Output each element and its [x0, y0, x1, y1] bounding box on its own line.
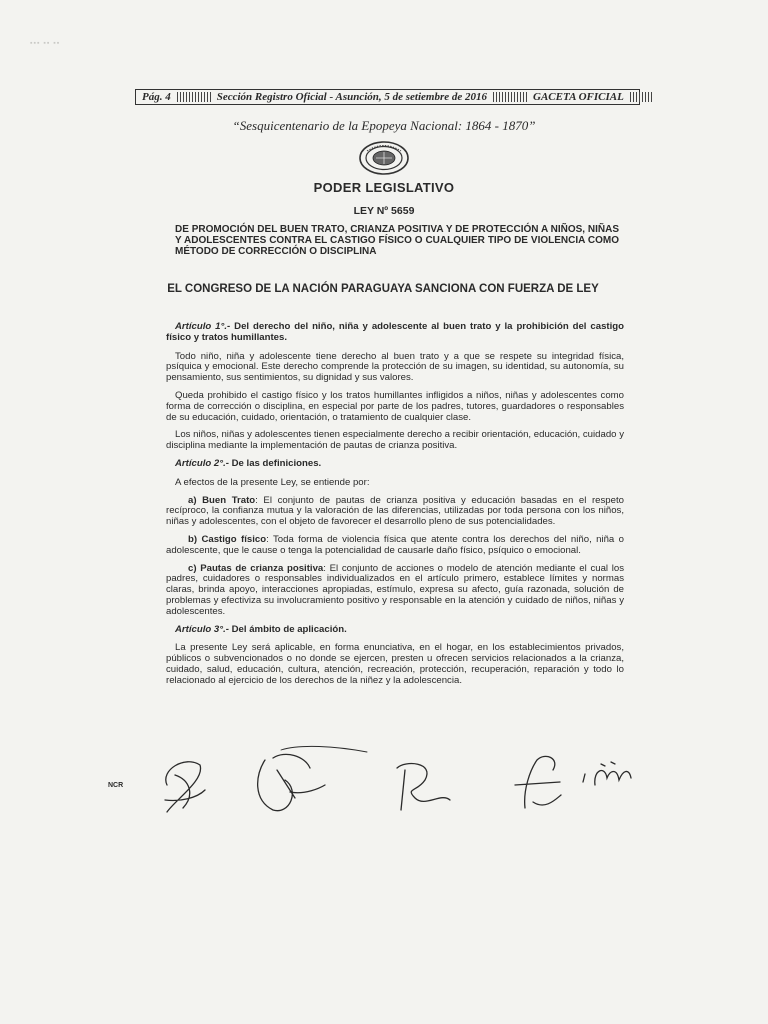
definition-castigo-fisico: b) Castigo físico: Toda forma de violencia física que atente contra los derechos del niño, niña o adolescente, que le cause o tenga la potencialidad de causarle daño físico, psíquico o emocional. — [166, 533, 625, 556]
article-1-paragraph: Todo niño, niña y adolescente tiene derecho al buen trato y a que se respete su integridad física, psíquica y emocional. Este derecho comprende la protección de su imagen, su identidad, su autonomía, su pensamiento, sus sentimientos, su dignidad y sus valores. — [166, 350, 624, 384]
scan-smudge: ▪▪▪ ▪▪ ▪▪ — [30, 40, 61, 47]
national-seal-icon — [358, 140, 410, 176]
definition-crianza-positiva: c) Pautas de crianza positiva: El conjunto de acciones o modelo de atención mediante el cual los padres, cuidadores o responsables individualizados en el artículo primero, establece límites y normas claras, brinda apoyo, interacciones apropiadas, estímulo, expresa su afecto, guía razonada, solución de problemas y efectiviza su involucramiento positivo y responsable en la atención y cuidado de niños, niñas y adolescentes. — [166, 562, 625, 617]
article-1-paragraph: Los niños, niñas y adolescentes tienen especialmente derecho a recibir orientación, educación, cuidado y disciplina mediante la implementación de pautas de crianza positiva. — [166, 429, 624, 452]
article-2-intro: A efectos de la presente Ley, se entiende por: — [175, 476, 370, 488]
signatures-drawing — [105, 740, 665, 830]
article-3-heading: Artículo 3°.- Del ámbito de aplicación. — [175, 623, 347, 635]
header-hatch-decoration — [493, 92, 527, 102]
header-section: Sección Registro Oficial - Asunción, 5 de setiembre de 2016 — [216, 91, 488, 103]
typist-initials: NCR — [108, 782, 124, 789]
header-hatch-decoration — [177, 92, 211, 102]
law-body — [166, 322, 624, 694]
definition-buen-trato: a) Buen Trato: El conjunto de pautas de crianza positiva y educación basadas en el respeto recíproco, la confianza mutua y la valoración de las diferencias, utilizadas por toda persona con los niños, niñas y adolescentes, con el objeto de favorecer el desarrollo pleno de sus potencialidades. — [166, 494, 624, 528]
gazette-header-bar — [135, 89, 640, 105]
header-hatch-decoration — [630, 92, 652, 102]
enactment-formula: EL CONGRESO DE LA NACIÓN PARAGUAYA SANCIONA CON FUERZA DE LEY — [167, 283, 599, 295]
law-number: LEY Nº 5659 — [353, 205, 415, 217]
article-2-heading: Artículo 2°.- De las definiciones. — [175, 457, 322, 469]
law-title: DE PROMOCIÓN DEL BUEN TRATO, CRIANZA POSITIVA Y DE PROTECCIÓN A NIÑOS, NIÑAS Y ADOLESCENTES CONTRA EL CASTIGO FÍSICO O CUALQUIER TIPO DE VIOLENCIA COMO MÉTODO DE CORRECCIÓN O DISCIPLINA — [175, 224, 619, 257]
article-3-paragraph: La presente Ley será aplicable, en forma enunciativa, en el hogar, en los establecimientos privados, públicos o subvencionados o no donde se ejercen, presten u ofrecen servicios relacionados a la crianza, cuidado, salud, educación, cultura, atención, recreación, protección, recuperación, reparación y todo lo relacionado al ejercicio de los derechos de la niñez y la adolescencia. — [166, 642, 624, 686]
department-title: PODER LEGISLATIVO — [313, 180, 455, 195]
article-1-heading: Artículo 1°.- Del derecho del niño, niña y adolescente al buen trato y la prohibición del castigo físico y tratos humillantes. — [166, 321, 624, 343]
gazette-name: GACETA OFICIAL — [533, 91, 624, 103]
page-number: Pág. 4 — [142, 91, 171, 103]
article-1-paragraph: Queda prohibido el castigo físico y los tratos humillantes infligidos a niños, niñas y adolescentes como forma de corrección o disciplina, en especial por parte de los padres, tutores, guardadores o responsables de su educación, cuidado, orientación, o tratamiento de cualquier clase. — [166, 389, 624, 423]
national-motto: “Sesquicentenario de la Epopeya Nacional: 1864 - 1870” — [232, 118, 536, 133]
